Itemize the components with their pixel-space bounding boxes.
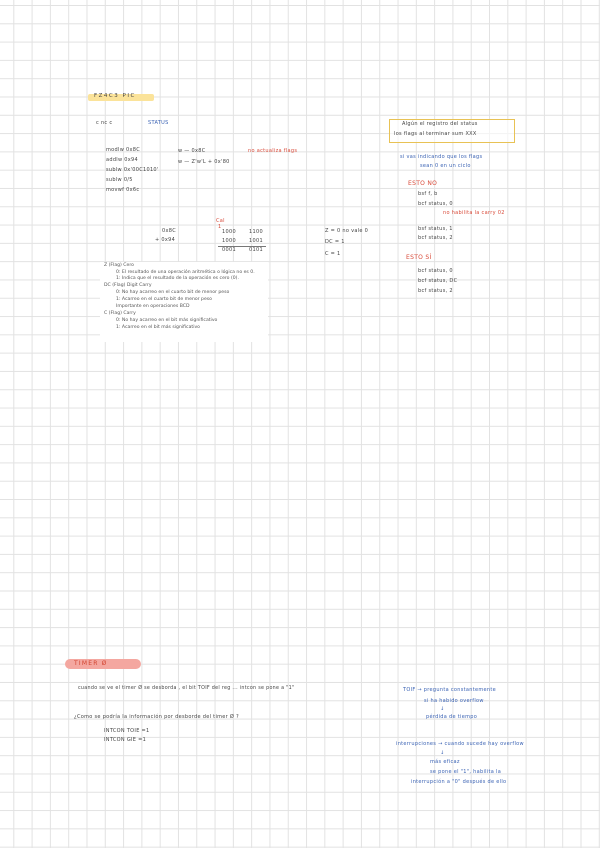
sum-carry-label: Cal xyxy=(216,218,225,224)
sum-hex-b: + 0x94 xyxy=(155,237,176,243)
sum-carry-bits: 1 xyxy=(218,224,222,230)
explain-line: C (Flag) Carry xyxy=(104,311,136,316)
sum-bin-b2: 1001 xyxy=(249,238,263,244)
register-line: sublw 0/5 xyxy=(106,177,133,183)
timer-reg-2: INTCON GIE =1 xyxy=(104,737,147,743)
toif-note-line: TOIF → pregunta constantemente xyxy=(403,687,496,693)
interrupt-note-line: se pone el "1", habilita la xyxy=(430,769,502,775)
box-line-1: Algún el registro del status xyxy=(402,121,478,127)
explain-line: 1: Indica que el resultado de la operación es cero (0). xyxy=(116,276,239,281)
assign-line-1: w — 0x8C xyxy=(178,148,206,154)
timer-title: TIMER Ø xyxy=(74,660,108,667)
esto-no-title: ESTO NO xyxy=(408,180,438,187)
esto-no-note: no habilita la carry 02 xyxy=(443,210,505,216)
c-line-prefix: c nc c xyxy=(96,120,113,126)
sum-result-1: 0001 xyxy=(222,247,236,253)
flag-z-result: Z = 0 no vale 0 xyxy=(325,228,369,234)
interrupt-note-line: ↓ xyxy=(440,750,445,756)
explain-line: DC (Flag) Digit Carry xyxy=(104,283,152,288)
sum-bin-b1: 1000 xyxy=(222,238,236,244)
sum-hex-a: 0x8C xyxy=(162,228,177,234)
register-line: addlw 0x94 xyxy=(106,157,138,163)
explain-line: 0: No hay acarreo en el cuarto bit de menor peso xyxy=(116,290,230,295)
timer-reg-1: INTCON TOIE =1 xyxy=(104,728,150,734)
explain-line: 0: No hay acarreo en el bit más significativo xyxy=(116,318,218,323)
toif-note-line: si ha habido overflow xyxy=(424,698,484,704)
page-title: FZ4C3 PIC xyxy=(94,93,136,99)
register-line: movwf 0x6c xyxy=(106,187,140,193)
c-line-status: STATUS xyxy=(148,120,169,126)
esto-si-title: ESTO SÍ xyxy=(406,254,432,261)
box-line-2: los flags al terminar sum XXX xyxy=(394,131,477,137)
explain-line: Importante en operaciones BCD xyxy=(116,304,190,309)
explain-line: Z (Flag) Cero xyxy=(104,263,134,268)
toif-note-line: pérdida de tiempo xyxy=(426,714,478,720)
instruction-line: bsf status, 1 xyxy=(418,226,453,232)
timer-sentence: cuando se ve el timer Ø se desborda , el bit TOIF del reg ... intcon se pone a "1" xyxy=(78,686,295,691)
esto-no-line: bcf status, 0 xyxy=(418,201,453,207)
sum-bin-a2: 1100 xyxy=(249,229,263,235)
flag-dc-result: DC = 1 xyxy=(325,239,345,245)
sum-result-2: 0101 xyxy=(249,247,263,253)
blue-note-line-2: sean 0 en un ciclo xyxy=(420,163,471,169)
esto-si-line: bcf status, DC xyxy=(418,278,458,284)
assign-line-2: w — Z'w'L + 0x'80 xyxy=(178,159,230,165)
timer-question: ¿Como se podría la información por desborde del timer Ø ? xyxy=(74,714,239,720)
flag-c-result: C = 1 xyxy=(325,251,341,257)
interrupt-note-line: interrupción a "0" después de ello xyxy=(411,779,507,785)
sum-bin-a1: 1000 xyxy=(222,229,236,235)
interrupt-note-line: interrupciones → cuando sucede hay overflow xyxy=(396,741,524,747)
assign-note: no actualiza flags xyxy=(248,148,298,154)
esto-si-line: bcf status, 2 xyxy=(418,288,453,294)
explain-line: 1: Acarreo en el cuarto bit de menor peso xyxy=(116,297,212,302)
explain-line: 0: El resultado de una operación aritmética o lógica no es 0. xyxy=(116,269,255,275)
esto-si-line: bcf status, 0 xyxy=(418,268,453,274)
instruction-line: bcf status, 2 xyxy=(418,235,453,241)
explain-line: 1: Acarreo en el bit más significativo xyxy=(116,325,200,330)
interrupt-note-line: más eficaz xyxy=(430,759,460,765)
esto-no-line: bsf f, b xyxy=(418,191,438,197)
blue-note-line-1: si vas indicando que los flags xyxy=(400,154,483,160)
toif-note-line: ↓ xyxy=(440,706,445,712)
register-line: modlw 0x8C xyxy=(106,147,140,153)
register-line: sublw 0x'00C1010' xyxy=(106,167,159,173)
